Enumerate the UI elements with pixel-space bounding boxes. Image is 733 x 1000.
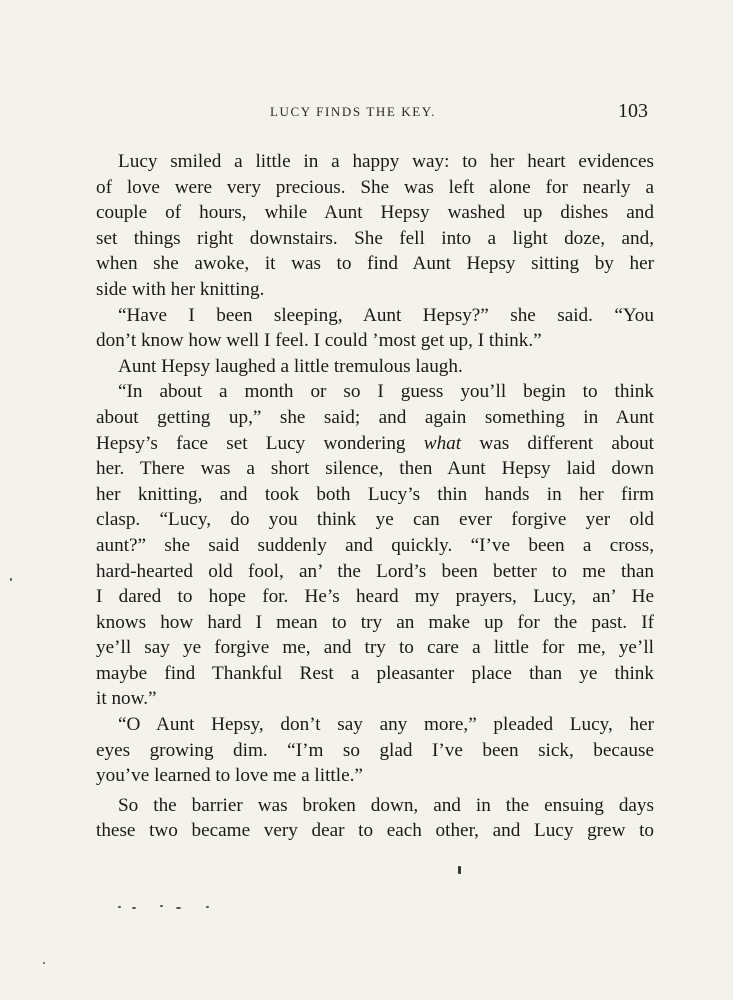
text-line: hard-hearted old fool, an’ the Lord’s been better to me than [96, 560, 654, 582]
ink-mark [458, 866, 461, 874]
text-line: So the barrier was broken down, and in the ensuing days [118, 794, 654, 816]
text-line: side with her knitting. [96, 278, 265, 300]
text-segment: Hepsy’s face set Lucy wondering [96, 432, 424, 454]
text-segment: was different about [479, 432, 654, 454]
text-line: “Have I been sleeping, Aunt Hepsy?” she said. “You [118, 304, 654, 326]
text-line: when she awoke, it was to find Aunt Hepsy sitting by her [96, 253, 654, 275]
text-line: about getting up,” she said; and again something in Aunt [96, 406, 654, 428]
text-line: couple of hours, while Aunt Hepsy washed up dishes and [96, 202, 654, 224]
ink-speck [118, 906, 121, 908]
ink-speck [160, 905, 163, 907]
running-head: LUCY FINDS THE KEY. [270, 104, 436, 119]
ink-speck [132, 907, 136, 909]
text-line: of love were very precious. She was left alone for nearly a [96, 176, 654, 198]
text-line: her knitting, and took both Lucy’s thin hands in her firm [96, 483, 654, 505]
text-line: her. There was a short silence, then Aunt Hepsy laid down [96, 458, 654, 480]
text-line: maybe find Thankful Rest a pleasanter place than ye think [96, 662, 654, 684]
ink-speck [176, 907, 181, 909]
body-text [96, 149, 654, 844]
text-line: eyes growing dim. “I’m so glad I’ve been sick, because [96, 739, 654, 761]
text-line: don’t know how well I feel. I could ’most get up, I think.” [96, 330, 542, 352]
text-line: clasp. “Lucy, do you think ye can ever forgive yer old [96, 509, 654, 531]
ink-speck [10, 578, 12, 581]
ink-speck [43, 962, 45, 964]
text-line: aunt?” she said suddenly and quickly. “I’ve been a cross, [96, 534, 654, 556]
text-line: knows how hard I mean to try an make up for the past. If [96, 611, 654, 633]
text-line: ye’ll say ye forgive me, and try to care a little for me, ye’ll [96, 637, 654, 659]
page-number: 103 [618, 100, 648, 122]
ink-speck [206, 906, 209, 908]
text-line: these two became very dear to each other, and Lucy grew to [96, 820, 654, 842]
text-line: Aunt Hepsy laughed a little tremulous laugh. [118, 355, 463, 377]
text-line: set things right downstairs. She fell into a light doze, and, [96, 227, 654, 249]
text-line: I dared to hope for. He’s heard my prayers, Lucy, an’ He [96, 586, 654, 608]
text-line: you’ve learned to love me a little.” [96, 765, 363, 787]
text-line: “O Aunt Hepsy, don’t say any more,” pleaded Lucy, her [118, 714, 654, 736]
text-line: Lucy smiled a little in a happy way: to her heart evidences [118, 151, 654, 172]
text-line: “In about a month or so I guess you’ll begin to think [118, 381, 654, 403]
text-line [96, 431, 654, 457]
text-line: it now.” [96, 688, 157, 710]
emphasis-what: what [423, 432, 462, 454]
